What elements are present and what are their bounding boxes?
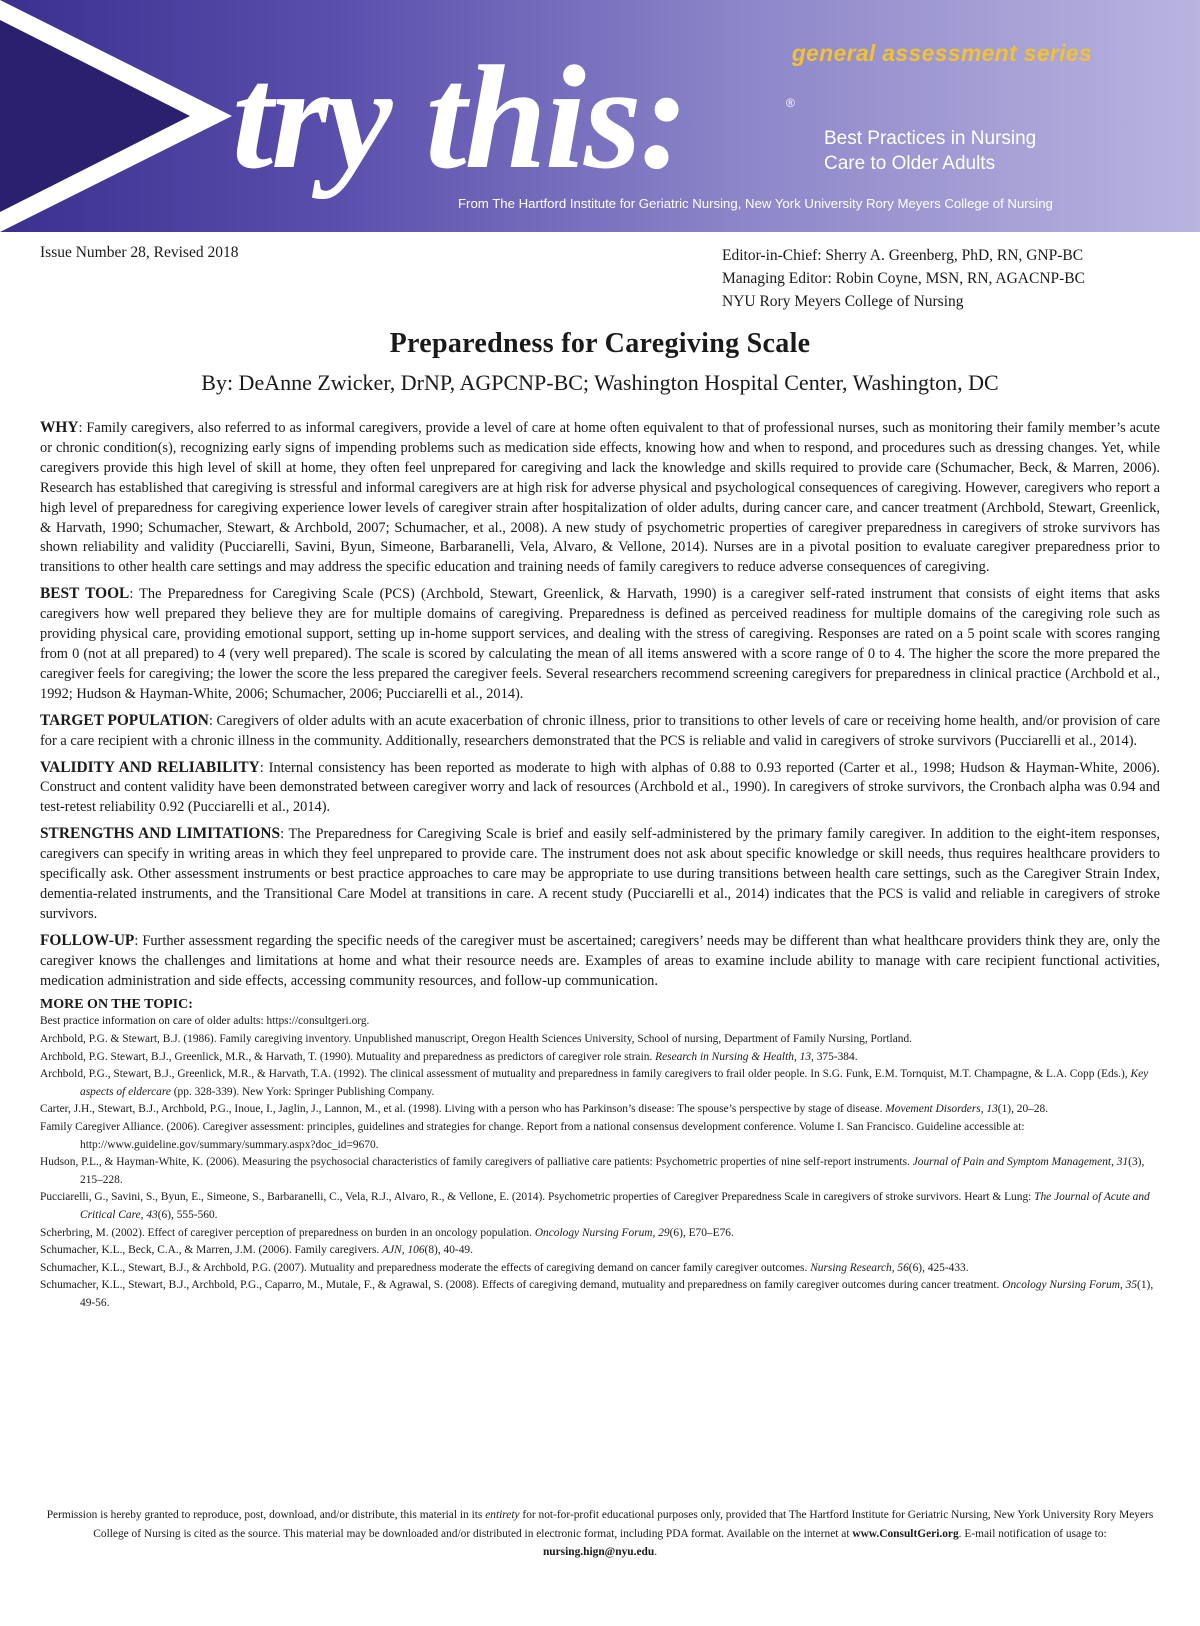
reference-item: Archbold, P.G., Stewart, B.J., Greenlick, M.R., & Harvath, T.A. (1992). The clinical assessment of mutuality and preparedness in family caregivers to frail older people. In S.G. Funk, E.M. Tornquist, M.T. Champagne, & L.A. Copp (Eds.), Key aspects of eldercare (pp. 328-339). New York: Springer Publishing Company. (40, 1068, 1149, 1098)
editor-in-chief: Editor-in-Chief: Sherry A. Greenberg, PhD, RN, GNP-BC (722, 247, 1084, 264)
section-target-heading: TARGET POPULATION (40, 711, 209, 729)
reference-item: Scherbring, M. (2002). Effect of caregiver perception of preparedness on burden in an oncology population. Oncology Nursing Forum, 29(6), E70–E76. (40, 1226, 734, 1239)
banner-arrow-inner-graphic (0, 20, 190, 212)
article-body (40, 418, 1160, 1313)
permission-notice: Permission is hereby granted to reproduce, post, download, and/or distribute, this material in its entirety for not-for-profit educational purposes only, provided that The Hartford Institute for Geriatric Nursing, New York University Rory Meyers College of Nursing is cited as the source. This material may be downloaded and/or distributed in electronic format, including PDA format. Available on the internet at www.ConsultGeri.org. E-mail notification of usage to: nursing.hign@nyu.edu. (46, 1509, 1154, 1558)
reference-item: Schumacher, K.L., Stewart, B.J., & Archbold, P.G. (2007). Mutuality and preparedness moderate the effects of caregiving demand on cancer family caregiver outcomes. Nursing Research, 56(6), 425-433. (40, 1261, 969, 1274)
section-target-text: : Caregivers of older adults with an acute exacerbation of chronic illness, prior to transitions to other levels of care or receiving home health, and/or provision of care for a care recipient with a chronic illness in the community. Additionally, researchers demonstrated that the PCS is reliable and valid in caregivers of stroke survivors (Pucciarelli et al., 2014). (40, 712, 1160, 749)
section-why (40, 418, 1160, 578)
website-link[interactable]: www.ConsultGeri.org (852, 1527, 959, 1540)
more-on-topic-heading: MORE ON THE TOPIC: (40, 997, 193, 1013)
email-link[interactable]: nursing.hign@nyu.edu (542, 1546, 655, 1558)
section-best-tool-text: : The Preparedness for Caregiving Scale (PCS) (Archbold, Stewart, Greenlick, & Harvath, 1990) is a caregiver self-rated instrument that consists of eight items that asks caregivers how well prepared they believe they are for multiple domains of caregiving. Preparedness is defined as perceived readiness for multiple domains of the caregiving role such as providing physical care, providing emotional support, setting up in-home support services, and dealing with the stress of caregiving. Responses are rated on a 5 point scale with scores ranging from 0 (not at all prepared) to 4 (very well prepared). The scale is scored by calculating the mean of all items answered with a score range of 0 to 4. The higher the score the more prepared the caregiver feels for caregiving; the lower the score the less prepared the caregiver feels. Several researchers recommend screening caregivers for preparedness in clinical practice (Archbold et al., 1992; Hudson & Hayman-White, 2006; Schumacher, 2006; Pucciarelli et al., 2014). (40, 586, 1160, 702)
author-byline: By: DeAnne Zwicker, DrNP, AGPCNP-BC; Washington Hospital Center, Washington, DC (201, 370, 999, 395)
section-follow-up-text: : Further assessment regarding the specific needs of the caregiver must be ascertained; caregivers’ needs may be different than what healthcare providers think they are, only the caregiver knows the challenges and limitations at home and what their resource needs are. Examples of areas to examine include ability to manage with care recipient functional activities, medication administration and side effects, accessing community resources, and follow-up communication. (40, 932, 1160, 989)
section-validity-text: : Internal consistency has been reported as moderate to high with alphas of 0.88 to 0.93 reported (Carter et al., 1998; Hudson & Hayman-White, 2006). Construct and content validity have been demonstrated between caregiver worry and lack of resources (Archbold et al., 1990). In caregivers of stroke survivors, the Cronbach alpha was 0.94 and test-retest reliability 0.92 (Pucciarelli et al., 2014). (40, 759, 1160, 816)
section-why-heading: WHY (40, 419, 79, 436)
reference-item: Family Caregiver Alliance. (2006). Caregiver assessment: principles, guidelines and strategies for change. Report from a national consensus development conference. Volume I. San Francisco. Guideline accessible at: http://www.guideline.gov/summary/summary.aspx?doc_id=9670. (40, 1121, 1025, 1151)
section-best-tool (40, 584, 1160, 704)
section-target-population (40, 711, 1160, 752)
banner-source-line: From The Hartford Institute for Geriatric Nursing, New York University Rory Meyers College of Nursing (458, 196, 1053, 211)
reference-item: Carter, J.H., Stewart, B.J., Archbold, P.G., Inoue, I., Jaglin, J., Lannon, M., et al. (1998). Living with a person who has Parkinson’s disease: The spouse’s perspective by stage of disease. Movement Disorders, 13(1), 20–28. (40, 1103, 1049, 1116)
reference-item: Schumacher, K.L., Beck, C.A., & Marren, J.M. (2006). Family caregivers. AJN, 106(8), 40-49. (40, 1244, 473, 1257)
issue-number: Issue Number 28, Revised 2018 (40, 244, 239, 261)
section-why-text: : Family caregivers, also referred to as informal caregivers, provide a level of care at home often equivalent to that of professional nurses, such as monitoring their family member’s acute or chronic condition(s), recognizing early signs of impending problems such as medication side effects, knowing how and when to respond, and procedures such as dressing changes. Yet, while caregivers provide this high level of skill at home, they often feel unprepared for caregiving and lack the knowledge and skills required to provide care (Schumacher, Beck, & Marren, 2006). Research has established that caregiving is stressful and informal caregivers are at high risk for adverse physical and psychological consequences of caregiving. However, caregivers who report a high level of preparedness for caregiving experience lower levels of caregiver strain after hospitalization of older adults, during cancer care, and cancer treatment (Archbold, Stewart, Greenlick, & Harvath, 1990; Schumacher, Stewart, & Archbold, 2007; Schumacher, et al., 2008). A new study of psychometric properties of caregiver preparedness in caregivers of stroke survivors has shown reliability and validity (Pucciarelli, Savini, Byun, Simeone, Barbaranelli, Vela, Alvaro, & Vellone, 2014). Nurses are in a pivotal position to evaluate caregiver preparedness prior to transitions to other health care settings and may address the specific education and training needs of family caregivers to reduce adverse consequences of caregiving. (40, 420, 1160, 576)
section-best-tool-heading: BEST TOOL (40, 585, 130, 603)
banner-subtitle-line2: Care to Older Adults (824, 153, 996, 174)
section-strengths (40, 824, 1160, 925)
reference-item: Pucciarelli, G., Savini, S., Byun, E., Simeone, S., Barbaranelli, C., Vela, R.J., Alvaro, R., & Vellone, E. (2014). Psychometric properties of Caregiver Preparedness Scale in caregivers of stroke survivors. Heart & Lung: The Journal of Acute and Critical Care, 43(6), 555-560. (40, 1191, 1150, 1221)
section-follow-up (40, 931, 1160, 992)
try-this-logo: try this: (232, 36, 687, 200)
header-banner (0, 0, 1200, 232)
reference-item: Schumacher, K.L., Stewart, B.J., Archbold, P.G., Caparro, M., Mutale, F., & Agrawal, S. (2008). Effects of caregiving demand, mutuality and preparedness on family caregiver outcomes during cancer treatment. Oncology Nursing Forum, 35(1), 49-56. (40, 1279, 1154, 1309)
editor-block (722, 244, 1085, 313)
reference-item: Archbold, P.G. Stewart, B.J., Greenlick, M.R., & Harvath, T. (1990). Mutuality and preparedness as predictors of caregiver role strain. Research in Nursing & Health, 13, 375-384. (40, 1050, 858, 1063)
section-validity (40, 758, 1160, 819)
reference-item: Archbold, P.G. & Stewart, B.J. (1986). Family caregiving inventory. Unpublished manuscript, Oregon Health Sciences University, School of nursing, Department of Family Nursing, Portland. (40, 1033, 912, 1046)
section-strengths-text: : The Preparedness for Caregiving Scale is brief and easily self-administered by the primary family caregiver. In addition to the eight-item responses, caregivers can specify in writing areas in which they feel unprepared to provide care. The instrument does not ask about specific knowledge or skill needs, thus requires healthcare providers to specifically ask. Other assessment instruments or best practice approaches to care may be appropriate to use during transitions between health care settings, such as the Caregiver Strain Index, dementia-related instruments, and the Transitional Care Model at transitions in care. A recent study (Pucciarelli et al., 2014) indicates that the PCS is valid and reliable in caregivers of stroke survivors. (40, 826, 1161, 922)
page-title: Preparedness for Caregiving Scale (389, 328, 811, 359)
college-name: NYU Rory Meyers College of Nursing (722, 293, 964, 310)
managing-editor: Managing Editor: Robin Coyne, MSN, RN, AGACNP-BC (722, 270, 1085, 287)
reference-item: Hudson, P.L., & Hayman-White, K. (2006). Measuring the psychosocial characteristics of family caregivers of palliative care patients: Psychometric properties of nine self-report instruments. Journal of Pain and Symptom Management, 31(3), 215–228. (40, 1156, 1145, 1186)
section-follow-up-heading: FOLLOW-UP (40, 931, 135, 949)
section-strengths-heading: STRENGTHS AND LIMITATIONS (40, 825, 281, 843)
series-label: general assessment series (791, 40, 1092, 66)
reference-intro: Best practice information on care of older adults: https://consultgeri.org. (40, 1015, 370, 1028)
registered-mark: ® (786, 96, 795, 110)
banner-subtitle-line1: Best Practices in Nursing (824, 128, 1037, 149)
section-validity-heading: VALIDITY AND RELIABILITY (40, 758, 260, 776)
reference-list (40, 1013, 1160, 1312)
